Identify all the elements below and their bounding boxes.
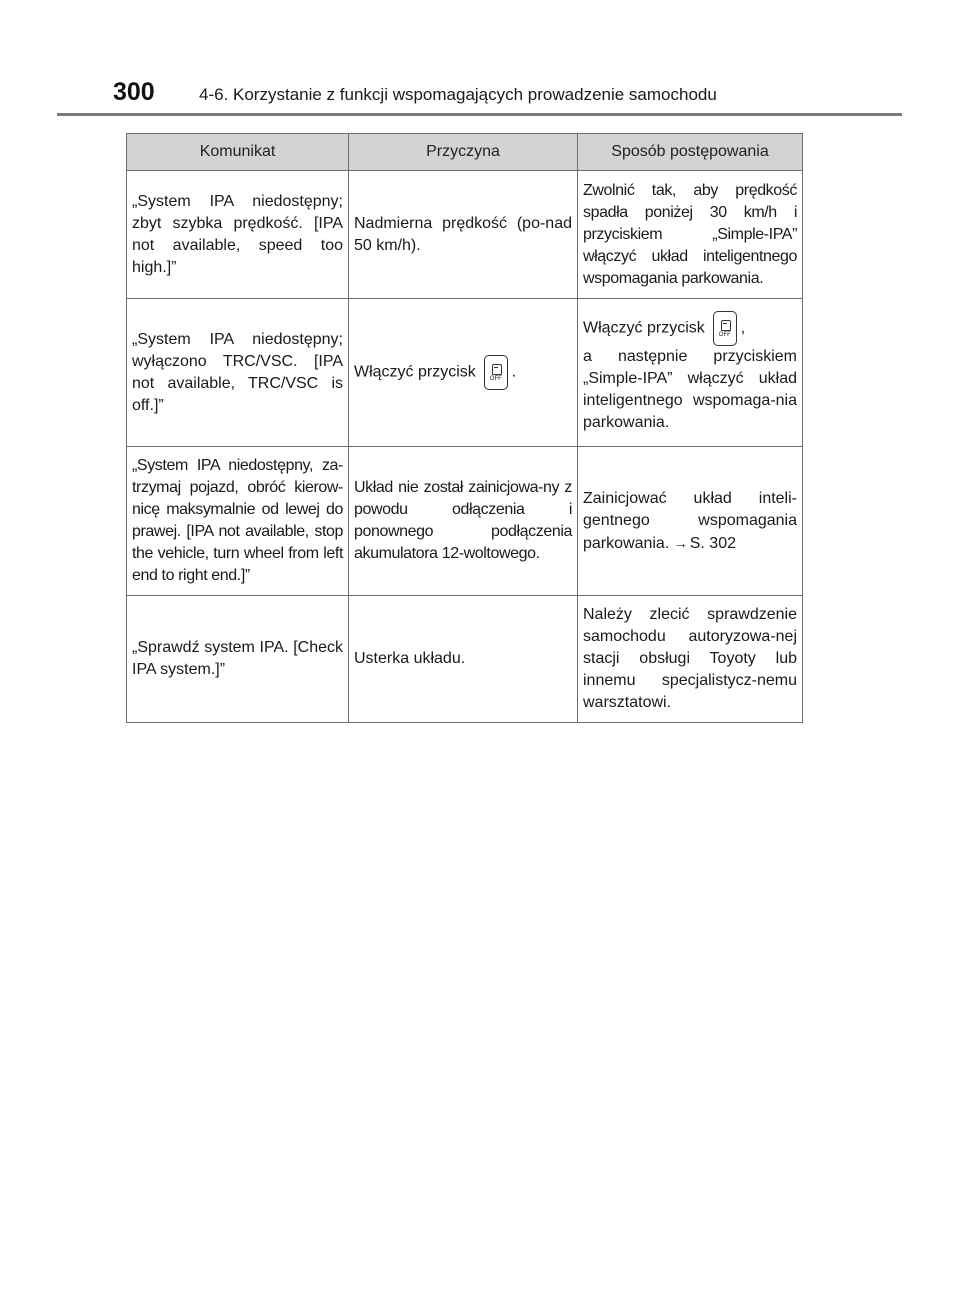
cause-text: Włączyć przycisk	[354, 363, 476, 381]
message-cell: „System IPA niedostępny, za-trzymaj pojazd, obróć kierow-nicę maksymalnie od lewej do prawej. [IPA not available, stop the vehicle, turn wheel from left end to right end.]”	[127, 447, 349, 596]
action-text: Włączyć przycisk	[583, 319, 705, 337]
table-header-row	[127, 134, 803, 171]
message-cell: „Sprawdź system IPA. [Check IPA system.]”	[127, 596, 349, 723]
warning-messages-table	[126, 133, 803, 723]
action-cell: Zwolnić tak, aby prędkość spadła poniżej 30 km/h i przyciskiem „Simple-IPA” włączyć układ inteligentnego wspomagania parkowania.	[578, 171, 803, 299]
table-row	[127, 171, 803, 299]
page-reference: S. 302	[689, 534, 736, 552]
vsc-off-button-icon	[484, 355, 508, 390]
off-label: OFF	[489, 376, 502, 382]
message-cell: „System IPA niedostępny; wyłączono TRC/VSC. [IPA not available, TRC/VSC is off.]”	[127, 299, 349, 447]
table-row	[127, 596, 803, 723]
message-cell: „System IPA niedostępny; zbyt szybka prędkość. [IPA not available, speed too high.]”	[127, 171, 349, 299]
cause-cell: Nadmierna prędkość (po-nad 50 km/h).	[349, 171, 578, 299]
car-skid-icon	[721, 320, 731, 331]
header-divider	[57, 113, 902, 116]
page-number: 300	[113, 78, 155, 106]
action-rest-text: a następnie przyciskiem „Simple-IPA” włączyć układ inteligentnego wspomaga-nia parkowania.	[583, 348, 797, 431]
action-first-line	[583, 311, 797, 346]
action-text: Zainicjować układ inteli-gentnego wspomagania parkowania.	[583, 489, 797, 552]
action-cell: Należy zlecić sprawdzenie samochodu autoryzowa-nej stacji obsługi Toyoty lub innemu specjalistycz-nemu warsztatowi.	[578, 596, 803, 723]
table-row	[127, 447, 803, 596]
column-header-message: Komunikat	[127, 134, 349, 171]
off-label: OFF	[718, 332, 731, 338]
cause-cell: Usterka układu.	[349, 596, 578, 723]
cause-cell: Układ nie został zainicjowa-ny z powodu odłączenia i ponownego podłączenia akumulatora 12-woltowego.	[349, 447, 578, 596]
column-header-action: Sposób postępowania	[578, 134, 803, 171]
arrow-icon: →	[673, 534, 688, 551]
vsc-off-button-icon	[713, 311, 737, 346]
column-header-cause: Przyczyna	[349, 134, 578, 171]
cause-cell	[349, 299, 578, 447]
cause-suffix: .	[511, 363, 517, 381]
page-header	[0, 0, 960, 120]
action-cell	[578, 299, 803, 447]
table-row	[127, 299, 803, 447]
action-cell	[578, 447, 803, 596]
section-title: 4-6. Korzystanie z funkcji wspomagających prowadzenie samochodu	[199, 85, 717, 104]
car-skid-icon	[492, 364, 502, 375]
action-comma: ,	[740, 319, 746, 337]
